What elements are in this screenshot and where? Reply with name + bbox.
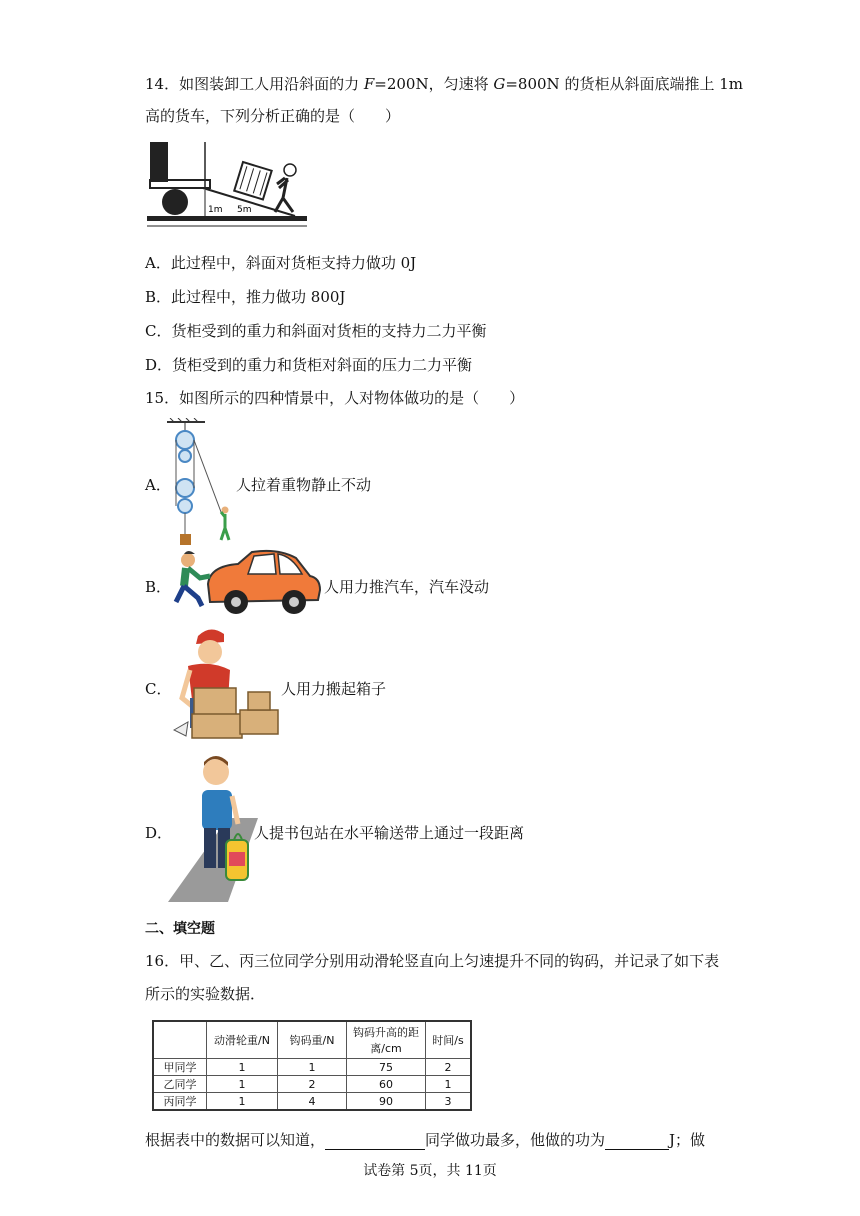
- table-header: 钩码升高的距离/cm: [347, 1021, 426, 1059]
- table-cell: 4: [278, 1093, 347, 1111]
- table-cell: 3: [426, 1093, 472, 1111]
- answer-blank-1[interactable]: [325, 1133, 425, 1150]
- q16-stem-line3: 根据表中的数据可以知道， 同学做功最多，他做的功为 J；做: [145, 1131, 706, 1149]
- table-cell: 1: [207, 1059, 278, 1076]
- q14-stem-line2: 高的货车，下列分析正确的是（ ）: [145, 107, 401, 125]
- q14-option-b: B．此过程中，推力做功 800J: [145, 288, 346, 306]
- table-cell: 75: [347, 1059, 426, 1076]
- table-header: 时间/s: [426, 1021, 472, 1059]
- page-footer: 试卷第 5页，共 11页: [363, 1163, 497, 1179]
- car-figure: [168, 546, 324, 616]
- table-header: 钩码重/N: [278, 1021, 347, 1059]
- q15-option-b-caption: 人用力推汽车，汽车没动: [324, 578, 490, 596]
- table-cell: 1: [207, 1076, 278, 1093]
- table-cell: 2: [426, 1059, 472, 1076]
- q14-option-c: C．货柜受到的重力和斜面对货柜的支持力二力平衡: [145, 322, 487, 340]
- q16-stem-line1: 16．甲、乙、丙三位同学分别用动滑轮竖直向上匀速提升不同的钩码，并记录了如下表: [145, 952, 720, 970]
- ramp-figure: [145, 140, 310, 236]
- q16-stem-line2: 所示的实验数据．: [145, 985, 266, 1003]
- table-cell: 1: [207, 1093, 278, 1111]
- table-cell: 丙同学: [153, 1093, 207, 1111]
- table-cell: 乙同学: [153, 1076, 207, 1093]
- table-cell: 2: [278, 1076, 347, 1093]
- table-header: [153, 1021, 207, 1059]
- q15-option-b-letter: B．: [145, 578, 172, 596]
- q15-option-d-letter: D．: [145, 824, 173, 842]
- q15-option-a-letter: A．: [145, 476, 171, 494]
- data-table: [152, 1020, 472, 1111]
- backpack-figure: [168, 752, 258, 902]
- q15-option-d-caption: 人提书包站在水平输送带上通过一段距离: [254, 824, 525, 842]
- table-row: [153, 1059, 471, 1076]
- q14-option-d: D．货柜受到的重力和货柜对斜面的压力二力平衡: [145, 356, 473, 374]
- answer-blank-2[interactable]: [605, 1133, 669, 1150]
- table-cell: 60: [347, 1076, 426, 1093]
- q14-stem-line1: 14．如图装卸工人用沿斜面的力 F=200N，匀速将 G=800N 的货柜从斜面底端推上 1m: [145, 75, 743, 93]
- q14-option-a: A．此过程中，斜面对货柜支持力做功 0J: [145, 254, 417, 272]
- pulley-figure: [165, 418, 245, 550]
- table-header: 动滑轮重/N: [207, 1021, 278, 1059]
- table-row: [153, 1076, 471, 1093]
- q15-stem: 15．如图所示的四种情景中，人对物体做功的是（ ）: [145, 389, 525, 407]
- table-cell: 90: [347, 1093, 426, 1111]
- q15-option-c-caption: 人用力搬起箱子: [281, 680, 387, 698]
- q15-option-a-caption: 人拉着重物静止不动: [236, 476, 372, 494]
- table-cell: 甲同学: [153, 1059, 207, 1076]
- boxes-figure: [168, 626, 280, 740]
- q15-option-c-letter: C．: [145, 680, 172, 698]
- height-label: 1m: [208, 205, 223, 215]
- table-cell: 1: [426, 1076, 472, 1093]
- table-header-row: [153, 1021, 471, 1059]
- table-cell: 1: [278, 1059, 347, 1076]
- section-title: 二、填空题: [145, 921, 215, 937]
- length-label: 5m: [237, 205, 252, 215]
- table-row: [153, 1093, 471, 1111]
